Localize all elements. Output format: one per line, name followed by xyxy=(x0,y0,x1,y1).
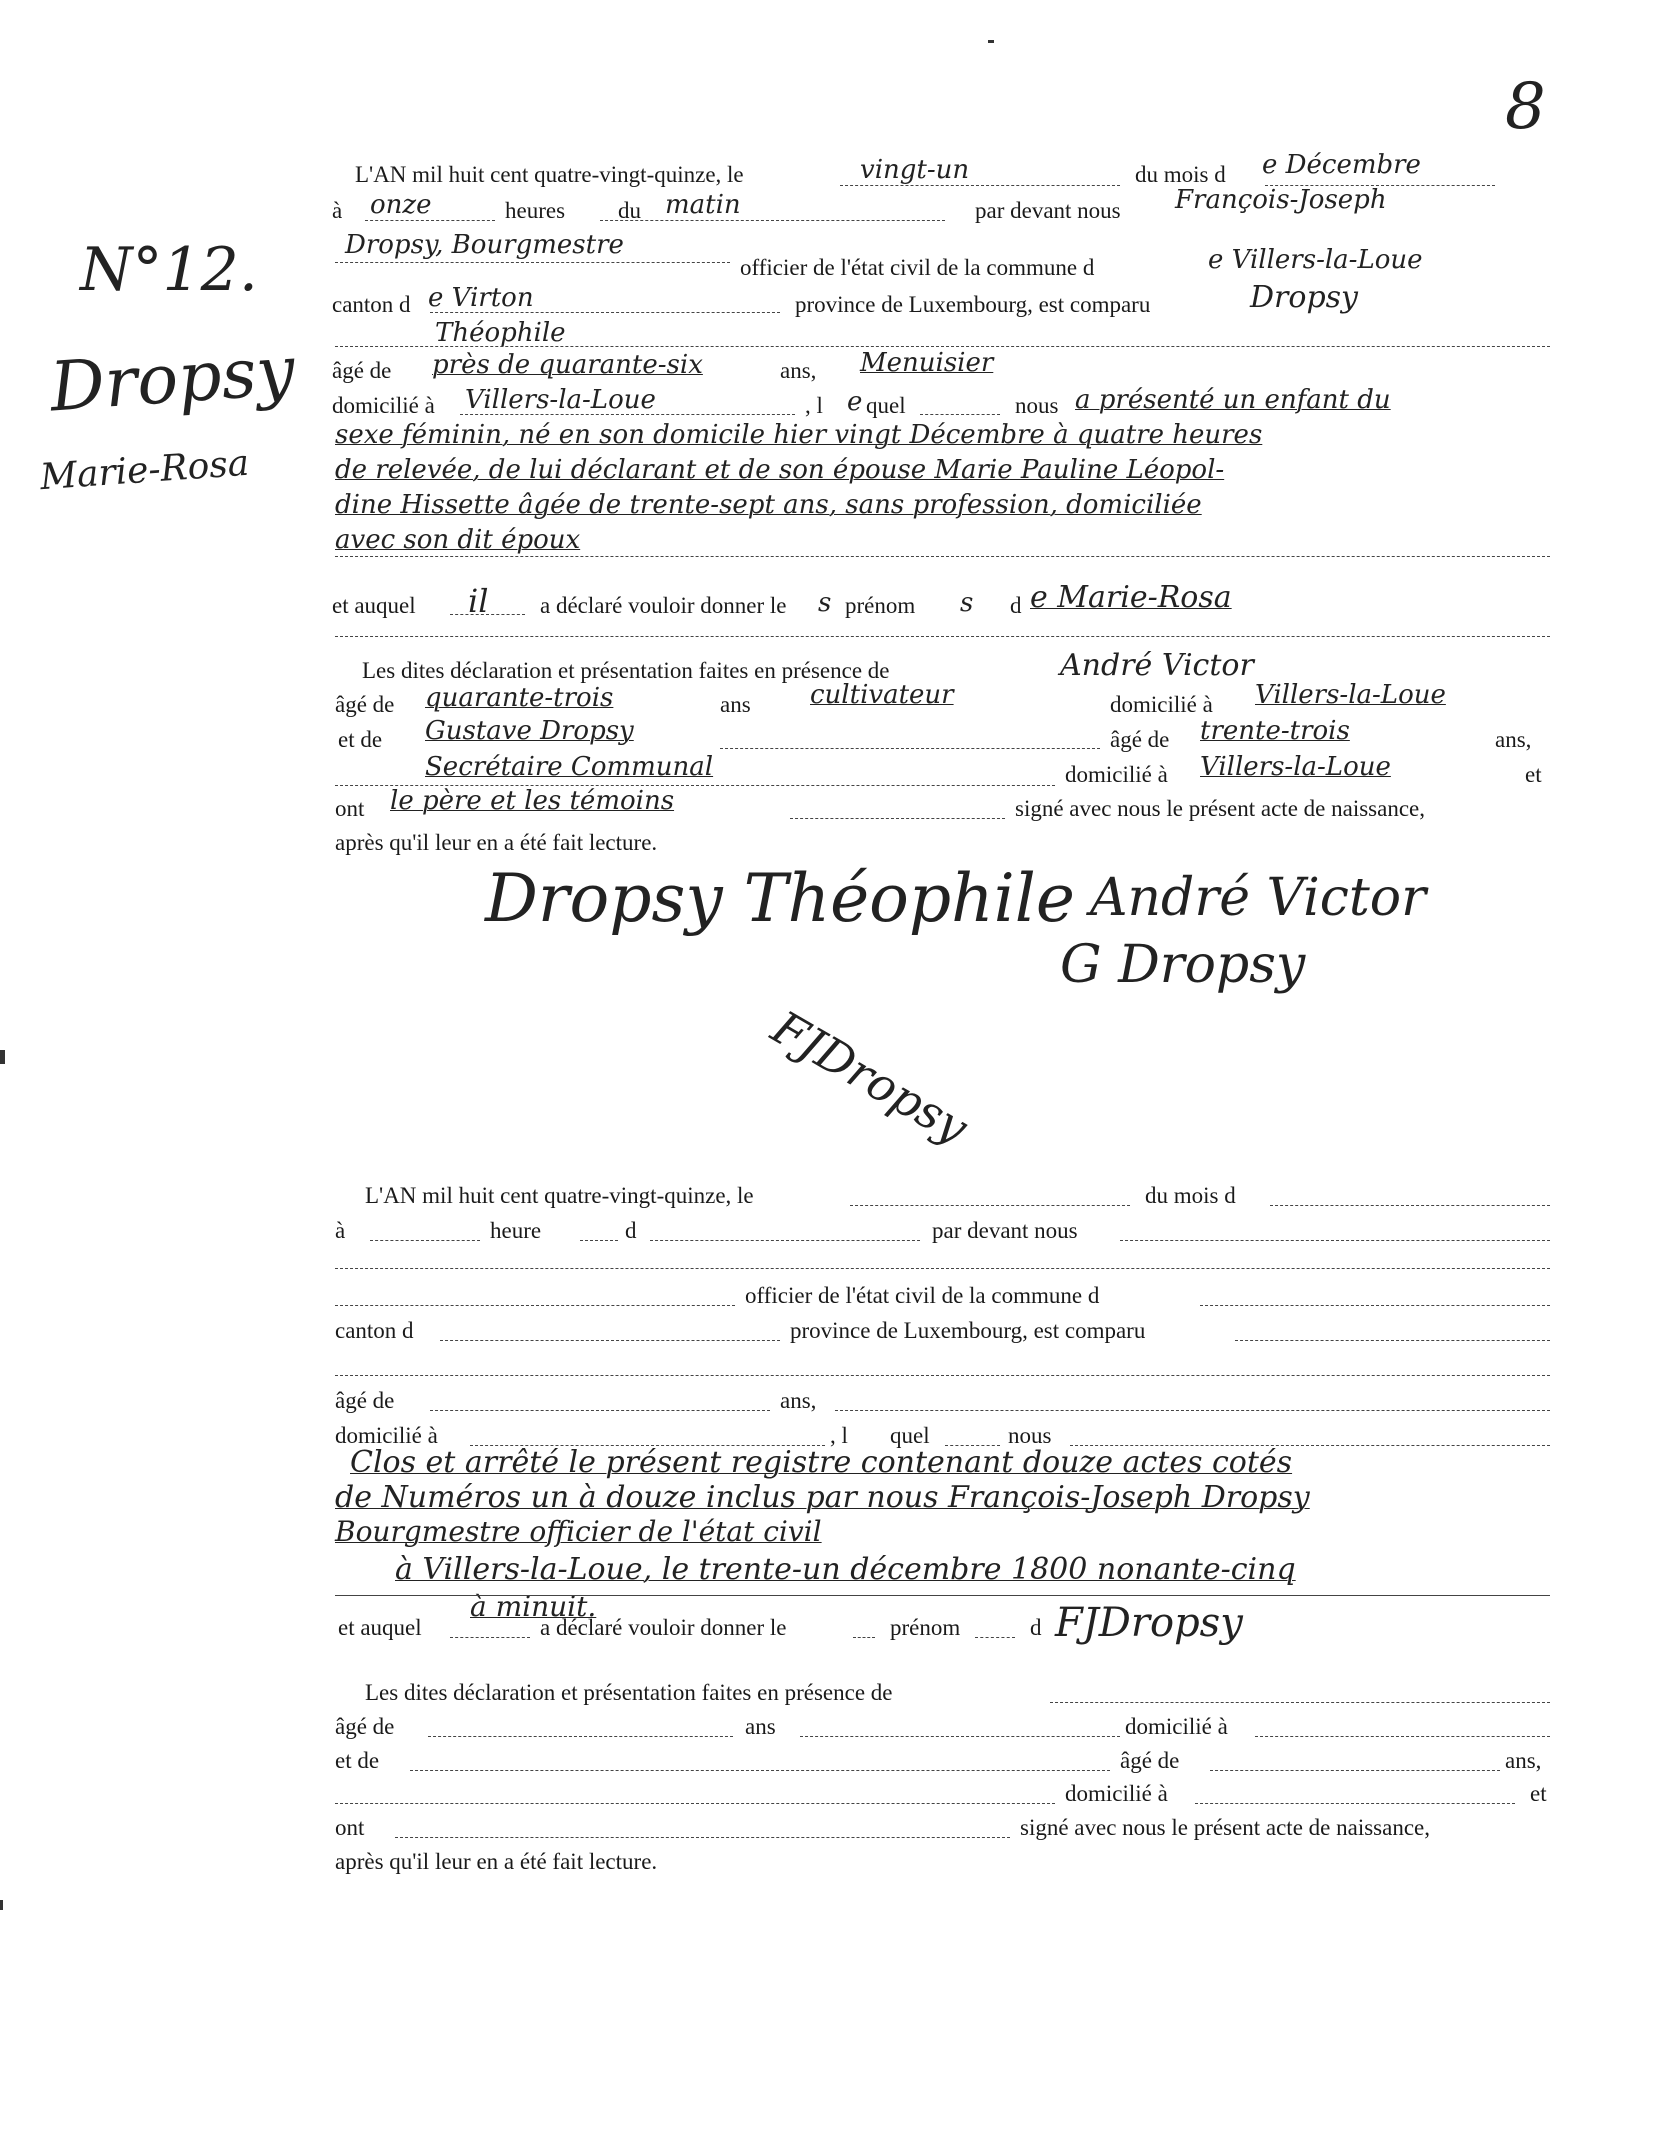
act1-witness1-name: André Victor xyxy=(1060,648,1254,683)
act2-line3-rule xyxy=(335,1305,735,1306)
act1-line6-ans: ans, xyxy=(780,358,817,383)
signature-father: Dropsy Théophile xyxy=(485,860,1075,937)
act2-line8-presence: Les dites déclaration et présentation faites en présence de xyxy=(365,1680,893,1705)
act1-line7-e: e xyxy=(847,387,863,417)
act1-line7-dom: domicilié à xyxy=(332,393,435,418)
act1-line2-rule-time xyxy=(600,220,945,221)
act2-line9-age: âgé de xyxy=(335,1714,395,1739)
act1-line14-dom: domicilié à xyxy=(1110,692,1213,717)
act1-line16-et: et xyxy=(1525,762,1542,787)
margin-entry-number: N°12. xyxy=(80,235,258,305)
signature-witness1: André Victor xyxy=(1090,868,1426,928)
act1-line1-month-label: du mois d xyxy=(1135,162,1226,187)
act2-line2-d: d xyxy=(625,1218,637,1243)
act1-line2-rule-hour xyxy=(365,220,495,221)
act1-line1-rule-day xyxy=(840,185,1120,186)
act2-line7-rule-s xyxy=(853,1637,875,1638)
act2-line7-prenom: prénom xyxy=(890,1615,961,1640)
act1-canton: e Virton xyxy=(428,283,534,313)
act1-line3-label: officier de l'état civil de la commune d xyxy=(740,255,1095,280)
act1-line7-rule-quel xyxy=(920,414,1000,415)
act1-line7-nous: nous xyxy=(1015,393,1059,418)
act2-line5-age: âgé de xyxy=(335,1388,395,1413)
act2-line2-a: à xyxy=(335,1218,346,1243)
act1-line15-ans: ans, xyxy=(1495,727,1532,752)
act2-line12-signe: signé avec nous le présent acte de naissance, xyxy=(1020,1815,1430,1840)
act1-witness2-name: Gustave Dropsy xyxy=(425,716,634,746)
act1-line4-province: province de Luxembourg, est comparu xyxy=(795,292,1151,317)
act2-line10-age: âgé de xyxy=(1120,1748,1180,1773)
closing-note-line1: Clos et arrêté le présent registre contenant douze actes cotés xyxy=(350,1445,1293,1480)
act1-declarant-job: Menuisier xyxy=(860,348,994,378)
act1-line12-s2: s xyxy=(960,588,974,618)
scan-mark xyxy=(0,1050,5,1064)
act2-blank-rule-2 xyxy=(335,1375,1550,1376)
act1-time: matin xyxy=(665,190,741,220)
act2-line10-ans: ans, xyxy=(1505,1748,1542,1773)
act1-line12-declare: a déclaré vouloir donner le xyxy=(540,593,787,618)
act1-commune: e Villers-la-Loue xyxy=(1208,245,1423,275)
act2-line2-devant: par devant nous xyxy=(932,1218,1078,1243)
act1-line2-du: du xyxy=(618,198,641,223)
act1-line15-rule xyxy=(720,748,1100,749)
act1-line4-canton: canton d xyxy=(332,292,411,317)
act1-line12-il: il xyxy=(468,582,489,620)
act1-body-line3: dine Hissette âgée de trente-sept ans, sans profession, domiciliée xyxy=(335,490,1202,520)
act1-child-name: e Marie-Rosa xyxy=(1030,580,1232,615)
act2-line1-rule-day xyxy=(850,1205,1130,1206)
act2-line4-rule-name xyxy=(1235,1340,1550,1341)
act1-line12-s: s xyxy=(818,588,832,618)
act1-line14-ans: ans xyxy=(720,692,751,717)
act2-line1-rule-month xyxy=(1270,1205,1550,1206)
act1-witness2-age: trente-trois xyxy=(1200,716,1350,746)
act2-line4-canton: canton d xyxy=(335,1318,414,1343)
scan-dot xyxy=(988,40,994,43)
act1-month: e Décembre xyxy=(1262,150,1421,180)
act2-line7-et: et auquel xyxy=(338,1615,422,1640)
act2-blank-rule xyxy=(335,1268,1550,1269)
act1-witness1-job: cultivateur xyxy=(810,680,954,710)
act2-line2-rule-hour xyxy=(370,1240,480,1241)
act1-declarant-place: Villers-la-Loue xyxy=(465,385,656,415)
act1-line2-heures: heures xyxy=(505,198,566,223)
act2-closing-rule xyxy=(335,1595,1550,1596)
act1-body-line4: avec son dit époux xyxy=(335,525,581,555)
act2-line7-declare: a déclaré vouloir donner le xyxy=(540,1615,787,1640)
act2-line3-rule-commune xyxy=(1200,1305,1550,1306)
act1-line17-rule xyxy=(790,818,1005,819)
act1-signers: le père et les témoins xyxy=(390,786,675,816)
act1-line16-dom: domicilié à xyxy=(1065,762,1168,787)
act2-line1-text: L'AN mil huit cent quatre-vingt-quinze, le xyxy=(365,1183,754,1208)
act2-line13-lecture: après qu'il leur en a été fait lecture. xyxy=(335,1849,658,1874)
page-number-mark: 8 xyxy=(1505,70,1546,144)
act1-line7-rule-place xyxy=(460,414,795,415)
act2-line7-d: d xyxy=(1030,1615,1042,1640)
act1-body-line2: de relevée, de lui déclarant et de son épouse Marie Pauline Léopol- xyxy=(335,455,1225,485)
act1-declarant-age: près de quarante-six xyxy=(432,350,703,380)
act2-line5-rule-job xyxy=(835,1410,1550,1411)
act1-day: vingt-un xyxy=(860,155,970,185)
act1-line7-quel: quel xyxy=(866,393,906,418)
act2-line6-nous: nous xyxy=(1008,1423,1052,1448)
act1-line12-d: d xyxy=(1010,593,1022,618)
act2-line9-rule-job xyxy=(800,1736,1120,1737)
act2-line9-ans: ans xyxy=(745,1714,776,1739)
act2-line11-et: et xyxy=(1530,1781,1547,1806)
act1-line12-et: et auquel xyxy=(332,593,416,618)
act1-line13-presence: Les dites déclaration et présentation faites en présence de xyxy=(362,658,890,683)
act2-line6-dom: domicilié à xyxy=(335,1423,438,1448)
closing-note-line4: à Villers-la-Loue, le trente-un décembre 1800 nonante-cinq xyxy=(395,1552,1296,1587)
act2-line9-dom: domicilié à xyxy=(1125,1714,1228,1739)
act1-body-rule xyxy=(335,556,1550,557)
act2-line4-rule-canton xyxy=(440,1340,780,1341)
act1-witness2-job: Secrétaire Communal xyxy=(425,752,714,782)
act1-line17-signe: signé avec nous le présent acte de naissance, xyxy=(1015,796,1425,821)
act2-line2-rule-d2 xyxy=(650,1240,920,1241)
act1-witness1-age: quarante-trois xyxy=(425,683,614,713)
act1-body-line1: sexe féminin, né en son domicile hier vingt Décembre à quatre heures xyxy=(335,420,1263,450)
act2-line11-rule xyxy=(335,1803,1055,1804)
act1-hour: onze xyxy=(370,190,432,220)
act2-line10-rule-age xyxy=(1210,1770,1500,1771)
closing-note-line5: à minuit. xyxy=(470,1590,597,1623)
act2-line12-rule xyxy=(395,1837,1010,1838)
act1-line12-prenom: prénom xyxy=(845,593,916,618)
act2-line10-rule-name xyxy=(410,1770,1110,1771)
act1-line5-rule xyxy=(335,346,1550,347)
act2-line8-rule xyxy=(1050,1702,1550,1703)
act1-line14-age: âgé de xyxy=(335,692,395,717)
act2-line10-etde: et de xyxy=(335,1748,380,1773)
act2-line12-ont: ont xyxy=(335,1815,365,1840)
act1-official-name: Dropsy, Bourgmestre xyxy=(345,230,624,260)
act1-line4-rule xyxy=(430,312,780,313)
closing-note-line3: Bourgmestre officier de l'état civil xyxy=(335,1515,822,1548)
act2-line6-quel: quel xyxy=(890,1423,930,1448)
act2-line1-month: du mois d xyxy=(1145,1183,1236,1208)
scan-mark xyxy=(0,1900,3,1910)
act1-line17-ont: ont xyxy=(335,796,365,821)
act2-line5-ans: ans, xyxy=(780,1388,817,1413)
act1-witness1-place: Villers-la-Loue xyxy=(1255,680,1446,710)
act1-line6-age-label: âgé de xyxy=(332,358,392,383)
act2-line6-l: , l xyxy=(830,1423,848,1448)
act2-line11-rule-place xyxy=(1195,1803,1515,1804)
act1-line15-age: âgé de xyxy=(1110,727,1170,752)
act2-line4-province: province de Luxembourg, est comparu xyxy=(790,1318,1146,1343)
signature-witness2: G Dropsy xyxy=(1060,935,1306,995)
act1-official-firstname: François-Joseph xyxy=(1175,185,1387,215)
act1-declarant-firstname: Théophile xyxy=(435,318,566,348)
act2-line5-rule-age xyxy=(430,1410,770,1411)
act1-line2-devant: par devant nous xyxy=(975,198,1121,223)
margin-given-name: Marie-Rosa xyxy=(38,442,251,499)
act1-line7-l: , l xyxy=(805,393,823,418)
act2-line7-rule-il xyxy=(450,1637,530,1638)
signature-closing-paraph: FJDropsy xyxy=(1055,1600,1243,1646)
act2-line9-rule-place xyxy=(1255,1736,1550,1737)
act2-line9-rule-age xyxy=(428,1736,733,1737)
margin-surname: Dropsy xyxy=(47,331,298,428)
closing-note-line2: de Numéros un à douze inclus par nous François-Joseph Dropsy xyxy=(335,1480,1310,1515)
act1-line2-a: à xyxy=(332,198,343,223)
act1-line12-rule-il xyxy=(450,614,525,615)
act1-declarant-surname: Dropsy xyxy=(1250,280,1359,315)
act2-line11-dom: domicilié à xyxy=(1065,1781,1168,1806)
act2-line3-label: officier de l'état civil de la commune d xyxy=(745,1283,1100,1308)
signature-registrar-paraph: FJDropsy xyxy=(763,1000,978,1155)
act1-line7-text: a présenté un enfant du xyxy=(1075,385,1391,415)
act1-line3-rule xyxy=(335,262,730,263)
act2-line2-rule-d1 xyxy=(580,1240,618,1241)
act1-line15-etde: et de xyxy=(338,727,383,752)
act2-line2-rule-official xyxy=(1120,1240,1550,1241)
act1-line18-lecture: après qu'il leur en a été fait lecture. xyxy=(335,830,658,855)
act2-line7-rule-s2 xyxy=(975,1637,1015,1638)
act2-line2-heure: heure xyxy=(490,1218,542,1243)
act1-line12b-rule xyxy=(335,636,1550,637)
act1-line1-text: L'AN mil huit cent quatre-vingt-quinze, le xyxy=(355,162,744,187)
act1-witness2-place: Villers-la-Loue xyxy=(1200,752,1391,782)
